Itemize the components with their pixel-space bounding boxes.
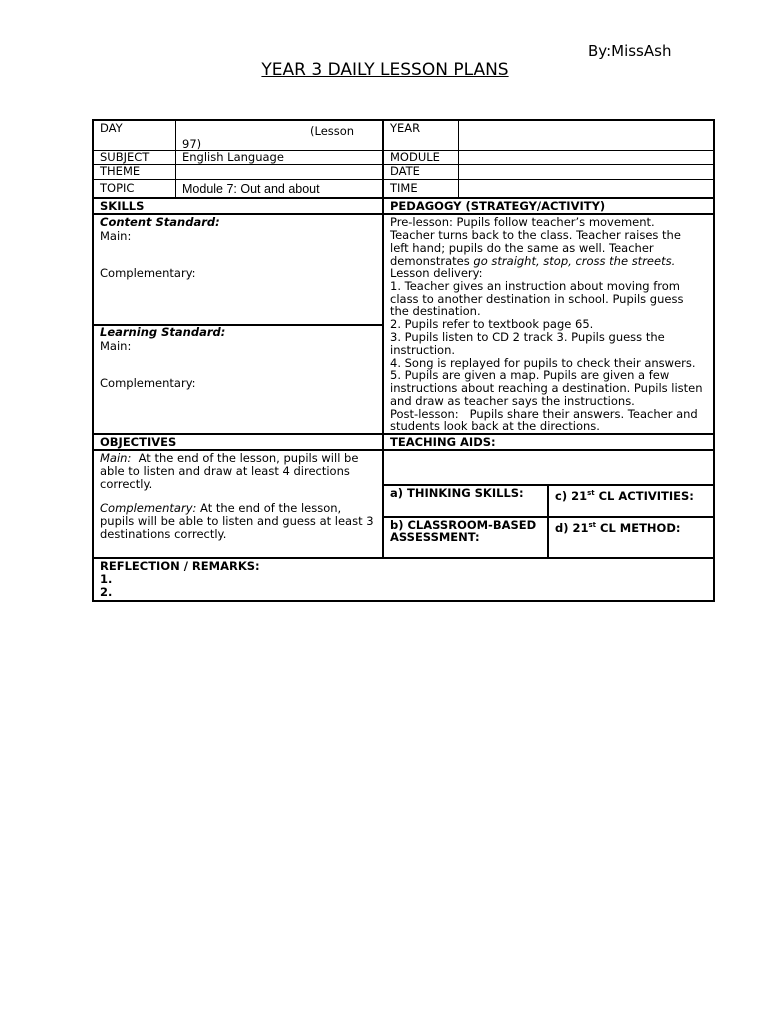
pedagogy-line: left hand; pupils do the same as well. Teacher [390,241,654,255]
objective-comp-text: At the end of the lesson, [196,501,342,515]
subject-value: English Language [182,150,284,164]
cl-activities-label: c) 21st CL ACTIVITIES: [555,489,694,503]
module-label: MODULE [390,150,440,164]
pedagogy-line: Teacher turns back to the class. Teacher raises the [390,228,681,242]
lesson-number: (Lesson [310,124,355,138]
objective-main-text: able to listen and draw at least 4 directions [100,464,350,478]
pedagogy-line: 3. Pupils listen to CD 2 track 3. Pupils guess the [390,330,665,344]
lesson-number-continued: 97) [182,137,202,151]
objectives-heading: OBJECTIVES [100,435,177,449]
pedagogy-line: 1. Teacher gives an instruction about moving from [390,279,680,293]
pedagogy-line: 2. Pupils refer to textbook page 65. [390,317,594,331]
pedagogy-line: and draw as teacher says the instructions. [390,394,635,408]
pedagogy-line: class to another destination in school. Pupils guess [390,292,684,306]
time-label: TIME [390,181,418,195]
date-label: DATE [390,164,420,178]
teaching-aids-heading: TEACHING AIDS: [390,435,496,449]
theme-label: THEME [100,164,141,178]
reflection-heading: REFLECTION / REMARKS: [100,559,260,573]
classroom-assessment-label-continued: ASSESSMENT: [390,530,480,544]
pedagogy-line: Lesson delivery: [390,266,483,280]
content-main-label: Main: [100,229,132,243]
objective-comp-text: destinations correctly. [100,527,227,541]
objective-main-text: At the end of the lesson, pupils will be [131,451,359,465]
cl-method-label: d) 21st CL METHOD: [555,521,681,535]
learning-main-label: Main: [100,339,132,353]
classroom-assessment-label: b) CLASSROOM-BASED [390,518,537,532]
pedagogy-line: instruction. [390,343,456,357]
reflection-item: 1. [100,572,113,586]
author-credit: By:MissAsh [588,42,672,60]
objective-comp-text: pupils will be able to listen and guess at least 3 [100,514,374,528]
pedagogy-line: 4. Song is replayed for pupils to check their answers. [390,356,696,370]
pedagogy-line: students look back at the directions. [390,419,600,433]
topic-label: TOPIC [100,181,135,195]
reflection-item: 2. [100,585,113,599]
topic-value: Module 7: Out and about [182,182,320,196]
pedagogy-line: 5. Pupils are given a map. Pupils are given a few [390,368,670,382]
content-standard-heading: Content Standard: [100,215,220,229]
pedagogy-line: Pre-lesson: Pupils follow teacher’s movement. [390,215,655,229]
pedagogy-line: demonstrates [390,254,474,268]
subject-label: SUBJECT [100,150,150,164]
pedagogy-heading: PEDAGOGY (STRATEGY/ACTIVITY) [390,199,606,213]
page-title: YEAR 3 DAILY LESSON PLANS [261,60,509,80]
objective-comp-label: Complementary: [100,501,197,515]
content-complementary-label: Complementary: [100,266,196,280]
objective-main-label: Main: [100,451,132,465]
pedagogy-line: Post-lesson: Pupils share their answers. Teacher and [390,407,698,421]
learning-standard-heading: Learning Standard: [100,325,226,339]
learning-complementary-label: Complementary: [100,376,196,390]
day-label: DAY [100,121,123,135]
pedagogy-italic-instructions: go straight, stop, cross the streets. [473,254,676,268]
thinking-skills-label: a) THINKING SKILLS: [390,486,524,500]
objective-main-text: correctly. [100,477,153,491]
pedagogy-line: the destination. [390,304,481,318]
year-label: YEAR [390,121,421,135]
pedagogy-line: instructions about reaching a destination. Pupils listen [390,381,703,395]
skills-heading: SKILLS [100,199,145,213]
